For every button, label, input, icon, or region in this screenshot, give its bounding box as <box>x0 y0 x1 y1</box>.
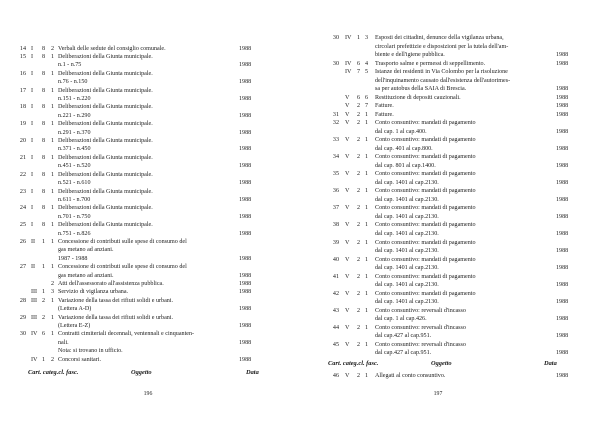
entry-number: 27 <box>19 264 26 271</box>
entry-folder: 1 <box>365 171 369 178</box>
entry-date: 1988 <box>556 52 569 58</box>
entry-category: I <box>31 205 34 212</box>
entry-category: V <box>345 307 350 314</box>
entry-folder: 1 <box>365 273 369 280</box>
entry-text: 1987 - 1988 <box>58 255 88 262</box>
entry-text: dal cap. 1 al cap.400. <box>375 128 427 135</box>
entry-text: Deliberazioni della Giunta municipale. <box>58 222 153 229</box>
entry-number: 19 <box>19 121 26 128</box>
entry-text: dal cap. 1401 al cap.2130. <box>375 231 439 237</box>
entry-date: 1988 <box>556 94 569 101</box>
entry-folder: 1 <box>365 373 369 379</box>
entry-date: 1988 <box>239 281 252 287</box>
entry-text: n.451 - n.520 <box>58 163 91 170</box>
entry-text: Deliberazioni della Giunta municipale. <box>58 138 153 144</box>
entry-number: 24 <box>19 205 26 212</box>
entry-category: V <box>345 373 350 379</box>
entry-text: Esposti dei cittadini, denunce della vigilanza urbana, <box>375 35 504 41</box>
entry-text: dal cap.427 al cap.951. <box>375 333 432 340</box>
entry-category: I <box>31 188 34 195</box>
entry-folder: 1 <box>51 222 55 229</box>
entry-date: 1988 <box>556 282 569 289</box>
entry-text: Concorsi sanitari. <box>58 356 101 363</box>
entry-text: Deliberazioni della Giunta municipale. <box>58 171 153 178</box>
entry-number: 18 <box>19 104 26 111</box>
entry-text: dal cap. 1401 al cap.2130. <box>375 265 439 271</box>
page-number: 196 <box>143 391 153 397</box>
entry-number: 34 <box>332 154 339 161</box>
entry-date: 1988 <box>239 163 252 170</box>
entry-folder: 1 <box>51 104 55 111</box>
entry-category: IV <box>345 35 352 41</box>
entry-date: 1988 <box>556 128 569 135</box>
entry-text: Allegati al conto consuntivo. <box>375 373 446 379</box>
entry-folder: 6 <box>365 94 369 101</box>
entry-number: 42 <box>332 290 339 297</box>
entry-class: 6 <box>357 60 361 67</box>
entry-date: 1988 <box>556 248 569 254</box>
entry-class: 2 <box>42 297 46 304</box>
entry-class: 2 <box>357 324 361 331</box>
entry-folder: 1 <box>51 314 55 321</box>
entry-category: I <box>31 121 34 128</box>
entry-class: 8 <box>42 45 46 52</box>
entry-text: Concessione di contributi sulle spese di consumo del <box>58 264 187 271</box>
entry-folder: 1 <box>365 324 369 331</box>
entry-category: V <box>345 94 350 101</box>
footer-data-header: Data <box>544 360 557 367</box>
entry-number: 46 <box>332 373 339 379</box>
entry-text: Conto consuntivo: mandati di pagamento <box>375 154 476 161</box>
entry-row <box>0 356 300 365</box>
footer-cart-header: Cart. categ.cl. fasc. <box>328 360 379 367</box>
entry-number: 43 <box>332 307 339 314</box>
entry-text: Conto consuntivo: mandati di pagamento <box>375 273 476 280</box>
entry-text: dal cap. 1401 al cap.2130. <box>375 213 439 220</box>
entry-number: 36 <box>332 188 339 195</box>
entry-text: sa per autobus della SAIA di Brescia. <box>375 86 467 93</box>
entry-class: 1 <box>42 238 46 245</box>
entry-date: 1988 <box>556 265 569 271</box>
entry-number: 45 <box>332 341 339 348</box>
final-entry <box>300 372 600 381</box>
entry-number: 31 <box>332 111 339 118</box>
entry-folder: 1 <box>51 238 55 245</box>
entry-class: 8 <box>42 53 46 60</box>
entry-text: Servizio di vigilanza urbana. <box>58 289 129 296</box>
entry-text: n.701 - n.750 <box>58 213 91 220</box>
entry-class: 2 <box>357 120 361 127</box>
entry-folder: 3 <box>365 35 369 41</box>
entry-text: (Lettera A-D) <box>58 306 92 313</box>
entry-folder: 1 <box>51 205 55 212</box>
entry-text: Conto consuntivo: mandati di pagamento <box>375 239 476 246</box>
entry-category: I <box>31 45 34 52</box>
entry-text: Variazione della tassa dei rifiuti solidi e urbani. <box>58 314 174 321</box>
entry-date: 1988 <box>239 112 252 119</box>
entry-folder: 1 <box>365 188 369 195</box>
entry-date: 1988 <box>556 179 569 186</box>
entry-category: V <box>345 171 350 178</box>
entry-number: 44 <box>332 324 339 331</box>
entry-class: 8 <box>42 205 46 212</box>
entry-category: III <box>31 297 38 304</box>
entry-category: V <box>345 273 350 280</box>
entry-number: 41 <box>332 273 339 280</box>
entry-date: 1988 <box>239 62 252 69</box>
entry-category: IV <box>31 356 38 363</box>
entry-folder: 1 <box>365 341 369 348</box>
entry-text: Conto consuntivo: mandati di pagamento <box>375 205 476 212</box>
entry-category: V <box>345 256 350 263</box>
entry-class: 2 <box>357 256 361 263</box>
entry-date: 1988 <box>556 60 569 67</box>
entry-folder: 1 <box>365 256 369 263</box>
entry-number: 33 <box>332 137 339 144</box>
footer-oggetto-header: Oggetto <box>131 369 152 376</box>
entry-number: 40 <box>332 256 339 263</box>
entry-folder: 1 <box>51 297 55 304</box>
entry-date: 1988 <box>556 111 569 118</box>
entry-folder: 7 <box>365 103 369 110</box>
entry-text: Conto consuntivo: mandati di pagamento <box>375 120 476 127</box>
entry-category: V <box>345 137 350 144</box>
entry-class: 2 <box>357 103 361 110</box>
entry-text: Deliberazioni della Giunta municipale. <box>58 188 153 195</box>
entry-text: Verbali delle sedute del consiglio comunale. <box>58 45 166 52</box>
entry-text: n.751 - n.826 <box>58 230 91 237</box>
entry-class: 8 <box>42 121 46 128</box>
entry-text: gas metano ad anziani. <box>58 247 114 254</box>
entry-folder: 1 <box>51 70 55 77</box>
entry-class: 2 <box>357 239 361 246</box>
entry-folder: 1 <box>365 154 369 161</box>
entry-folder: 1 <box>51 87 55 94</box>
entry-number: 38 <box>332 222 339 229</box>
entry-number: 32 <box>332 120 339 127</box>
entry-class: 2 <box>357 373 361 379</box>
entry-text: dal cap. 1401 al cap.2130. <box>375 179 439 186</box>
entry-class: 2 <box>42 314 46 321</box>
entry-category: I <box>31 87 34 94</box>
entry-number: 20 <box>19 138 26 144</box>
entry-number: 21 <box>19 154 26 161</box>
entry-class: 2 <box>357 111 361 118</box>
entry-folder: 1 <box>365 205 369 212</box>
entry-text: n.611 - n.700 <box>58 196 91 203</box>
entry-folder: 1 <box>365 120 369 127</box>
entry-date: 1988 <box>556 196 569 203</box>
entry-number: 28 <box>19 297 26 304</box>
entry-text: dell'inquinamento causato dall'esistenza dell'autorimes- <box>375 77 511 84</box>
entry-number: 16 <box>19 70 26 77</box>
entry-category: III <box>31 289 38 296</box>
entry-text: Atti dell'assessorato all'assistenza pubblica. <box>58 281 164 287</box>
entry-category: IV <box>345 69 352 76</box>
entry-date: 1988 <box>239 289 252 296</box>
entry-text: dal cap. 1401 al cap.2130. <box>375 196 439 203</box>
entry-text: n.291 - n.370 <box>58 129 91 136</box>
entry-folder: 1 <box>365 307 369 314</box>
entry-date: 1988 <box>239 306 252 313</box>
entry-text: Conto consuntivo: mandati di pagamento <box>375 188 476 195</box>
entry-text: Deliberazioni della Giunta municipale. <box>58 121 153 128</box>
entry-number: 22 <box>19 171 26 178</box>
entry-class: 2 <box>357 222 361 229</box>
entry-category: V <box>345 188 350 195</box>
entry-date: 1988 <box>556 299 569 306</box>
entry-date: 1988 <box>239 79 252 86</box>
entry-text: Variazione della tassa dei rifiuti solidi e urbani. <box>58 297 174 304</box>
entry-text: n.151 - n.220 <box>58 96 91 102</box>
footer-data-header: Data <box>246 369 259 376</box>
entry-date: 1988 <box>239 180 252 187</box>
entry-text: Trasporto salme e permessi di seppellimento. <box>375 60 486 67</box>
entry-text: Conto consuntivo: mandati di pagamento <box>375 171 476 178</box>
entry-text: Fatture. <box>375 103 394 110</box>
entry-text: Conto consuntivo: mandati di pagamento <box>375 290 476 297</box>
entry-category: I <box>31 70 34 77</box>
entry-class: 2 <box>357 171 361 178</box>
entry-class: 8 <box>42 171 46 178</box>
entry-class: 2 <box>357 273 361 280</box>
entry-class: 2 <box>357 307 361 314</box>
entry-class: 1 <box>42 289 46 296</box>
entry-number: 35 <box>332 171 339 178</box>
entry-text: (Lettera E-Z) <box>58 323 91 329</box>
entry-text: n.521 - n.610 <box>58 180 91 187</box>
entry-class: 2 <box>357 154 361 161</box>
entry-folder: 1 <box>365 137 369 144</box>
entry-class: 2 <box>357 205 361 212</box>
footer-cart-header: Cart. categ.cl. fasc. <box>28 369 79 376</box>
entry-text: dal cap.427 al cap.951. <box>375 350 432 357</box>
entry-text: Restituzione di depositi cauzionali. <box>375 94 461 101</box>
entry-date: 1988 <box>556 213 569 220</box>
entry-text: n.76 - n.150 <box>58 79 88 86</box>
entry-folder: 2 <box>51 45 55 52</box>
entry-folder: 1 <box>365 222 369 229</box>
entry-category: V <box>345 290 350 297</box>
entry-folder: 1 <box>51 264 55 271</box>
entry-class: 2 <box>357 341 361 348</box>
entry-folder: 1 <box>51 171 55 178</box>
entry-text: Deliberazioni della Giunta municipale. <box>58 87 153 94</box>
entry-class: 6 <box>42 331 46 338</box>
entry-category: V <box>345 111 350 118</box>
entry-text: Deliberazioni della Giunta municipale. <box>58 70 153 77</box>
entry-category: V <box>345 222 350 229</box>
entry-row <box>300 349 600 358</box>
entry-text: n.221 - n.290 <box>58 112 91 119</box>
entry-number: 29 <box>19 314 26 321</box>
entry-class: 7 <box>357 69 361 76</box>
entry-number: 17 <box>19 87 26 94</box>
entry-class: 8 <box>42 222 46 229</box>
entry-folder: 1 <box>365 111 369 118</box>
entry-class: 8 <box>42 188 46 195</box>
entry-date: 1988 <box>239 323 252 329</box>
entry-folder: 2 <box>51 356 55 363</box>
entry-category: III <box>31 314 38 321</box>
entry-folder: 1 <box>51 138 55 144</box>
entry-date: 1988 <box>239 196 252 203</box>
entry-category: V <box>345 341 350 348</box>
entry-date: 1988 <box>239 230 252 237</box>
entry-text: Conto consuntivo: mandati di pagamento <box>375 222 476 229</box>
entry-date: 1988 <box>556 350 569 357</box>
entry-text: Deliberazioni della Giunta municipale. <box>58 104 153 111</box>
entry-text: dal cap. 1401 al cap.2130. <box>375 248 439 254</box>
entry-date: 1988 <box>556 316 569 323</box>
entry-text: dal cap. 1401 al cap.2130. <box>375 299 439 306</box>
right-page <box>300 0 600 424</box>
entry-folder: 1 <box>365 239 369 246</box>
entry-folder: 2 <box>51 281 55 287</box>
entry-class: 8 <box>42 154 46 161</box>
entry-text: n.371 - n.450 <box>58 146 91 153</box>
entry-category: I <box>31 171 34 178</box>
entry-number: 39 <box>332 239 339 246</box>
entry-category: I <box>31 104 34 111</box>
entry-date: 1988 <box>239 213 252 220</box>
entry-text: Concessione di contributi sulle spese di consumo del <box>58 238 187 245</box>
entry-class: 1 <box>357 35 361 41</box>
entry-class: 1 <box>42 264 46 271</box>
entry-date: 1988 <box>556 103 569 110</box>
entry-text: Deliberazioni della Giunta municipale. <box>58 205 153 212</box>
entry-category: IV <box>31 331 38 338</box>
entry-text: gas metano ad anziani. <box>58 272 114 279</box>
entry-date: 1988 <box>556 231 569 237</box>
entry-date: 1988 <box>239 129 252 136</box>
entry-category: I <box>31 53 34 60</box>
entry-text: Deliberazioni della Giunta municipale. <box>58 154 153 161</box>
entry-category: V <box>345 154 350 161</box>
entry-text: Conto consuntivo: mandati di pagamento <box>375 256 476 263</box>
entry-text: circolari prefettizie e disposizioni per la tutela dell'am- <box>375 43 509 50</box>
entry-number: 37 <box>332 205 339 212</box>
entry-text: nali. <box>58 339 69 346</box>
entry-text: Conto consuntivo: reversali d'incasso <box>375 307 466 314</box>
entry-category: II <box>31 238 36 245</box>
entry-folder: 4 <box>365 60 369 67</box>
entry-class: 8 <box>42 104 46 111</box>
entry-category: IV <box>345 60 352 67</box>
entry-category: I <box>31 138 34 144</box>
entry-date: 1988 <box>239 339 252 346</box>
entry-folder: 1 <box>51 154 55 161</box>
entry-folder: 1 <box>51 188 55 195</box>
entry-text: dal cap. 1401 al cap.2130. <box>375 282 439 289</box>
entry-class: 6 <box>357 94 361 101</box>
entry-class: 2 <box>357 137 361 144</box>
entry-date: 1988 <box>239 255 252 262</box>
entry-date: 1988 <box>556 373 569 379</box>
entry-category: V <box>345 324 350 331</box>
entry-date: 1988 <box>239 272 252 279</box>
entry-text: Nota: si trovano in ufficio. <box>58 348 123 355</box>
entry-date: 1988 <box>556 333 569 340</box>
entry-text: Conto consuntivo: reversali d'incasso <box>375 324 466 331</box>
entry-text: Conto consuntivo: mandati di pagamento <box>375 137 476 144</box>
entry-folder: 1 <box>51 331 55 338</box>
entry-category: II <box>31 264 36 271</box>
entry-text: biente e dell'igiene pubblica. <box>375 52 445 58</box>
entry-text: dal cap. 401 al cap.800. <box>375 145 433 152</box>
entry-text: Istanze dei residenti in Via Colombo per la risoluzione <box>375 69 508 76</box>
entry-number: 26 <box>19 238 26 245</box>
entry-date: 1988 <box>556 162 569 169</box>
entry-number: 30 <box>19 331 26 338</box>
entry-number: 30 <box>332 35 339 41</box>
entry-number: 14 <box>19 45 26 52</box>
entry-folder: 1 <box>51 53 55 60</box>
entry-number: 15 <box>19 53 26 60</box>
entry-text: Conto consuntivo: reversali d'incasso <box>375 341 466 348</box>
entry-date: 1988 <box>556 86 569 93</box>
entry-class: 8 <box>42 87 46 94</box>
entry-class: 2 <box>357 290 361 297</box>
entry-folder: 1 <box>365 290 369 297</box>
entry-text: Contratti cimiteriali decennali, ventennali e cinquanten- <box>58 331 195 338</box>
entry-number: 30 <box>332 60 339 67</box>
entry-text: dal cap. 1 al cap.426. <box>375 316 427 323</box>
entry-folder: 3 <box>51 289 55 296</box>
entry-number: 23 <box>19 188 26 195</box>
entry-category: V <box>345 120 350 127</box>
entry-text: Fatture. <box>375 111 394 118</box>
entry-date: 1988 <box>239 45 252 52</box>
entry-class: 1 <box>42 356 46 363</box>
entry-text: dal cap. 801 al cap.1400. <box>375 162 436 169</box>
entry-number: 25 <box>19 222 26 229</box>
entry-text: n.1 - n.75 <box>58 62 82 69</box>
footer-oggetto-header: Oggetto <box>431 360 452 367</box>
entry-date: 1988 <box>239 146 252 153</box>
page-number: 197 <box>433 391 443 397</box>
entry-class: 8 <box>42 70 46 77</box>
entry-category: V <box>345 205 350 212</box>
entry-date: 1988 <box>556 145 569 152</box>
entry-class: 2 <box>357 188 361 195</box>
entry-date: 1988 <box>239 96 252 102</box>
entry-category: V <box>345 239 350 246</box>
entry-class: 8 <box>42 138 46 144</box>
entry-folder: 1 <box>51 121 55 128</box>
entry-category: I <box>31 222 34 229</box>
entry-text: Deliberazioni della Giunta municipale. <box>58 53 153 60</box>
entry-date: 1988 <box>239 356 252 363</box>
entry-category: V <box>345 103 350 110</box>
entry-folder: 5 <box>365 69 369 76</box>
entry-category: I <box>31 154 34 161</box>
